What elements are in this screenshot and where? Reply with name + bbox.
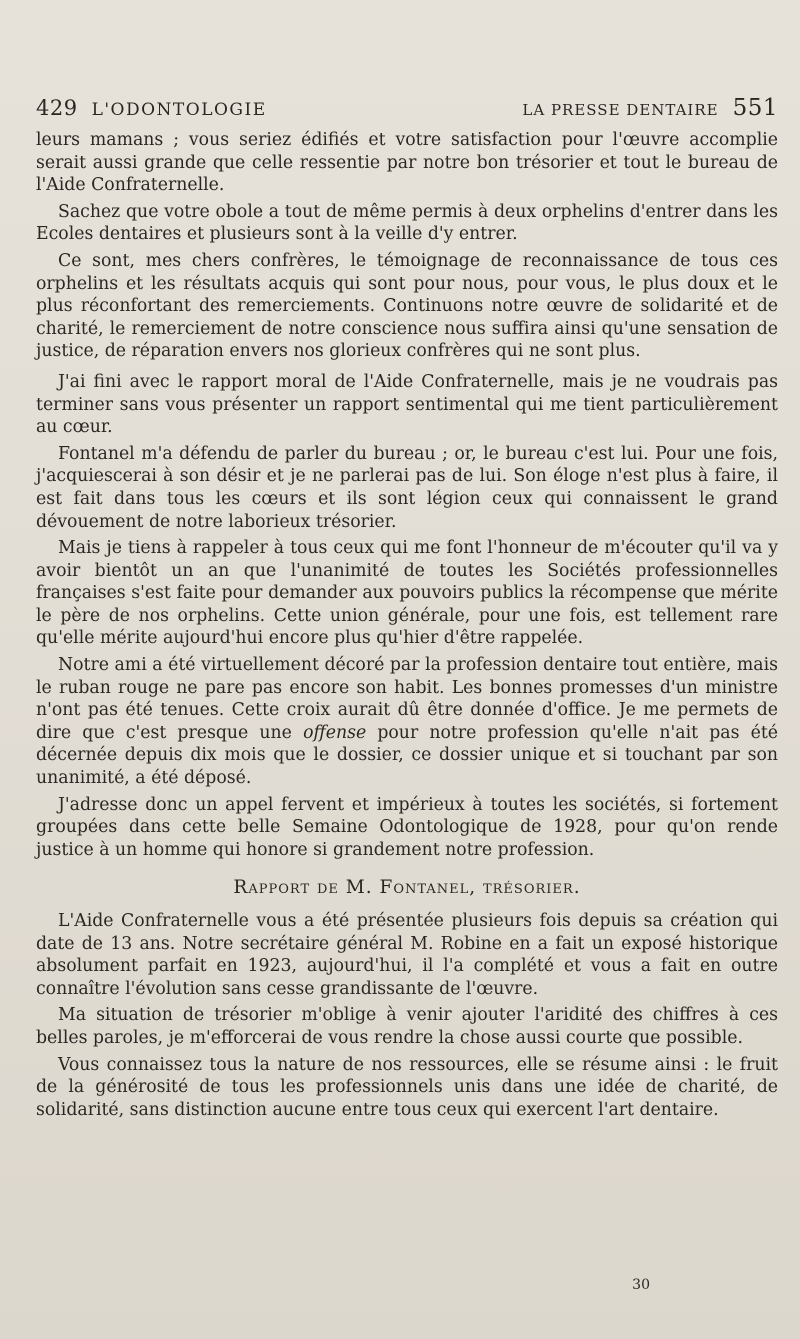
paragraph: Ma situation de trésorier m'oblige à venir ajouter l'aridité des chiffres à ces belles paroles, je m'efforcerai de vous rendre la chose aussi courte que possible. (36, 1005, 778, 1048)
emphasized-word: offense (303, 722, 367, 743)
paragraph: Fontanel m'a défendu de parler du bureau ; or, le bureau c'est lui. Pour une fois, j'acquiescerai à son désir et je ne parlerai pas de lui. Son éloge n'est plus à faire, il est fait dans tous les cœurs et ils sont légion ceux qui connaissent le grand dévouement de notre laborieux trésorier. (36, 443, 778, 532)
paragraph: Ce sont, mes chers confrères, le témoignage de reconnaissance de tous ces orphelins et les résultats acquis qui sont pour nous, pour vous, le plus doux et le plus réconfortant des remerciements. Continuons notre œuvre de solidarité et de charité, le remerciement de notre conscience nous suffira ainsi qu'une sensation de justice, de réparation envers nos glorieux confrères qui ne sont plus. (36, 250, 778, 362)
text-run: Notre ami a été virtuellement décoré par la profession dentaire tout entière, mais le ruban rouge ne pare pas encore son habit. Les bonnes promesses d'un ministre n'ont pas été tenues. Cette croix aurait dû être donnée d'office. Je me permets de dire que c'est presque une (36, 655, 778, 743)
article-body (36, 129, 778, 1121)
section-heading: Rapport de M. Fontanel, trésorier. (233, 877, 581, 899)
paragraph: Vous connaissez tous la nature de nos ressources, elle se résume ainsi : le fruit de la générosité de tous les professionnels unis dans une idée de charité, de solidarité, sans distinction aucune entre tous ceux qui exercent l'art dentaire. (36, 1054, 778, 1120)
running-head (36, 95, 778, 129)
left-journal-title: L'ODONTOLOGIE (91, 100, 267, 120)
paragraph: leurs mamans ; vous seriez édifiés et votre satisfaction pour l'œuvre accomplie serait aussi grande que celle ressentie par notre bon trésorier et tout le bureau de l'Aide Confraternelle. (36, 130, 778, 196)
text-run: pour notre profession qu'elle n'ait pas été décernée depuis dix mois que le dossier, ce dossier unique et si touchant par son unanimité, a été déposé. (36, 722, 778, 789)
right-journal-title: LA PRESSE DENTAIRE (522, 101, 719, 119)
paragraph: Sachez que votre obole a tout de même permis à deux orphelins d'entrer dans les Ecoles dentaires et plusieurs sont à la veille d'y entrer. (36, 201, 778, 245)
signature-folio: 30 (632, 1277, 650, 1293)
paragraph: Mais je tiens à rappeler à tous ceux qui me font l'honneur de m'écouter qu'il va y avoir bientôt un an que l'unanimité de toutes les Sociétés professionnelles françaises s'est faite pour demander aux pouvoirs publics la récompense que mérite le père de nos orphelins. Cette union générale, pour une fois, est tellement rare qu'elle mérite aujourd'hui encore plus qu'hier d'être rappelée. (36, 538, 778, 649)
paragraph: J'adresse donc un appel fervent et impérieux à toutes les sociétés, si fortement groupées dans cette belle Semaine Odontologique de 1928, pour qu'on rende justice à un homme qui honore si grandement notre profession. (36, 794, 778, 860)
left-page-number: 429 (36, 96, 78, 120)
paragraph: L'Aide Confraternelle vous a été présentée plusieurs fois depuis sa création qui date de 13 ans. Notre secrétaire général M. Robine en a fait un exposé historique absolument parfait en 1923, aujourd'hui, il l'a complété et vous a fait en outre connaître l'évolution sans cesse grandissante de l'œuvre. (36, 911, 778, 999)
paragraph-offense (36, 654, 778, 790)
right-page-number: 551 (732, 95, 778, 121)
paragraph: J'ai fini avec le rapport moral de l'Aide Confraternelle, mais je ne voudrais pas terminer sans vous présenter un rapport sentimental qui me tient particulièrement au cœur. (36, 371, 778, 438)
